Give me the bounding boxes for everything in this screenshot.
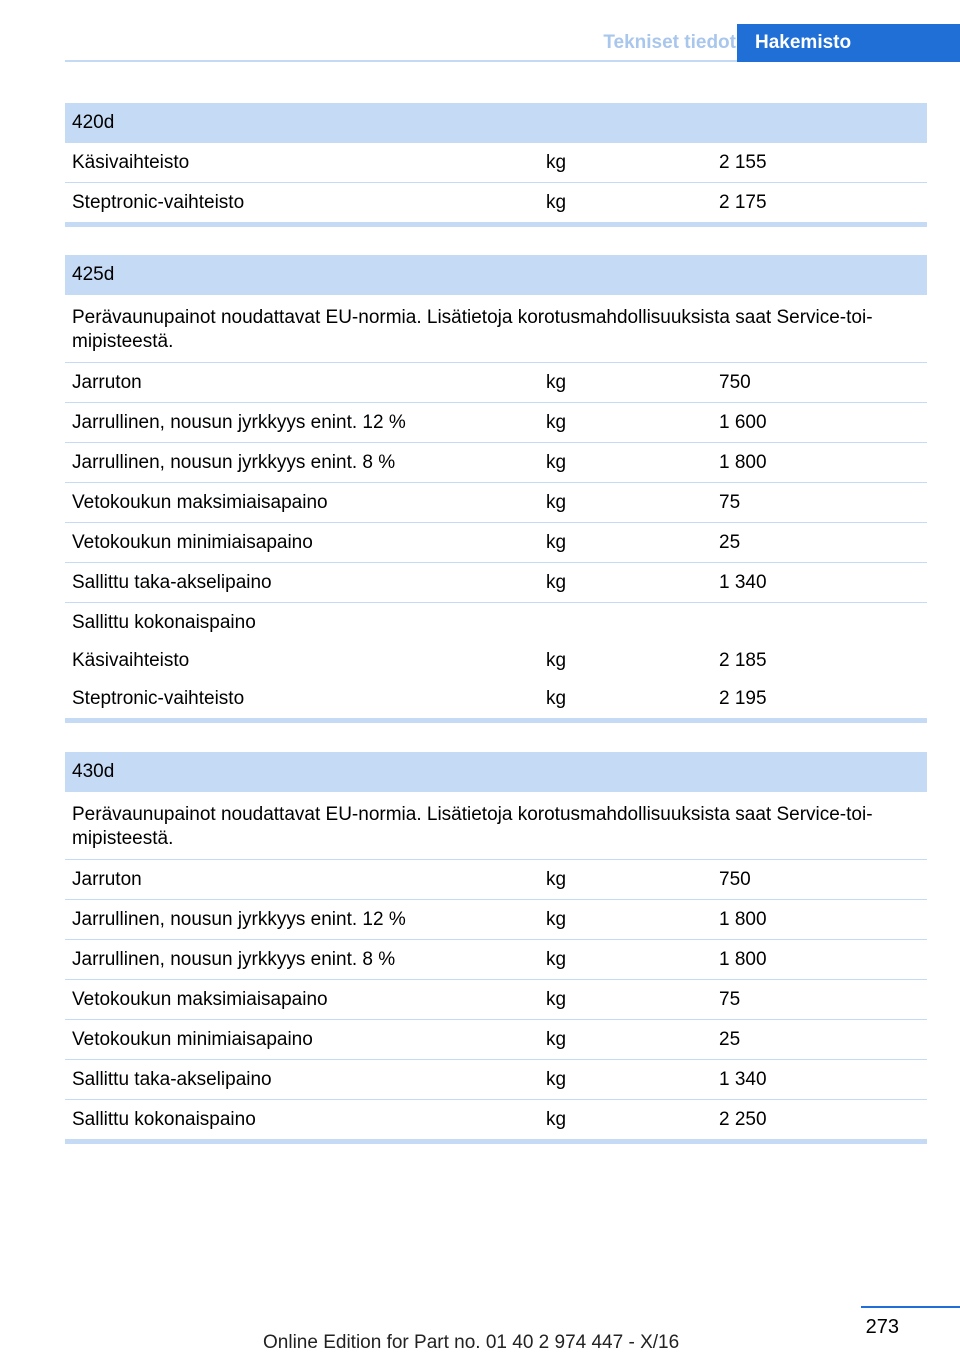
row-value: 2 155: [719, 151, 767, 173]
row-label: Jarrullinen, nousun jyrkkyys enint. 12 %: [72, 908, 406, 930]
table-row: [65, 940, 927, 980]
row-value: 2 195: [719, 688, 767, 709]
row-value: 25: [719, 1028, 741, 1050]
row-label: Käsivaihteisto: [72, 650, 190, 671]
row-unit: kg: [546, 151, 567, 173]
table-row: [65, 1060, 927, 1100]
table-row: [65, 523, 927, 563]
row-label: Sallittu taka-akselipaino: [72, 571, 272, 593]
table-row: [65, 680, 927, 718]
table-row: [65, 900, 927, 940]
table-heading: 430d: [65, 752, 927, 792]
table-heading: 420d: [65, 103, 927, 143]
row-unit: kg: [546, 908, 567, 930]
row-unit: kg: [546, 451, 567, 473]
row-unit: kg: [546, 411, 567, 433]
row-label: Sallittu taka-akselipaino: [72, 1068, 272, 1090]
row-unit: kg: [546, 571, 567, 593]
tab-tekniset-tiedot[interactable]: Tekniset tiedot: [603, 32, 736, 53]
row-unit: kg: [546, 491, 567, 513]
spec-table-430d: [65, 752, 927, 1144]
table-row: [65, 363, 927, 403]
row-value: 1 340: [719, 571, 767, 593]
row-value: 2 185: [719, 650, 767, 671]
row-label: Jarruton: [72, 371, 142, 393]
row-value: 1 800: [719, 908, 767, 930]
row-label: Vetokoukun maksimiaisapaino: [72, 988, 328, 1010]
row-value: 1 800: [719, 451, 767, 473]
row-value: 1 800: [719, 948, 767, 970]
row-unit: kg: [546, 988, 567, 1010]
row-unit: kg: [546, 948, 567, 970]
row-unit: kg: [546, 191, 567, 213]
row-label: Jarrullinen, nousun jyrkkyys enint. 8 %: [72, 948, 396, 970]
table-row: [65, 1100, 927, 1139]
row-unit: kg: [546, 688, 567, 709]
tab-hakemisto[interactable]: Hakemisto: [737, 24, 960, 62]
row-unit: kg: [546, 868, 567, 890]
row-label: Steptronic-vaihteisto: [72, 191, 245, 213]
table-row: [65, 980, 927, 1020]
row-unit: kg: [546, 650, 567, 671]
table-row: [65, 403, 927, 443]
table-note: Perävaunupainot noudattavat EU-normia. Lisätietoja korotusmahdollisuuksista saat Service-toi-mipisteestä.: [65, 792, 927, 860]
row-value: 750: [719, 371, 751, 393]
row-unit: kg: [546, 1028, 567, 1050]
edition-footer: Online Edition for Part no. 01 40 2 974 447 - X/16: [263, 1332, 680, 1353]
row-label: Jarruton: [72, 868, 142, 890]
table-row: [65, 143, 927, 183]
group-label: Sallittu kokonaispaino: [72, 611, 256, 633]
spec-table-425d: [65, 255, 927, 723]
table-heading: 425d: [65, 255, 927, 295]
row-value: 25: [719, 531, 741, 553]
row-label: Jarrullinen, nousun jyrkkyys enint. 12 %: [72, 411, 406, 433]
table-end-rule: [65, 1139, 927, 1144]
row-unit: kg: [546, 371, 567, 393]
footer-rule: [861, 1306, 960, 1308]
page-number: 273: [865, 1316, 899, 1338]
table-row: [65, 860, 927, 900]
row-value: 1 600: [719, 411, 767, 433]
row-label: Vetokoukun maksimiaisapaino: [72, 491, 328, 513]
row-label: Vetokoukun minimiaisapaino: [72, 531, 313, 553]
row-value: 2 175: [719, 191, 767, 213]
table-row: [65, 183, 927, 222]
row-unit: kg: [546, 1068, 567, 1090]
table-row: [65, 1020, 927, 1060]
row-value: 1 340: [719, 1068, 767, 1090]
row-label: Sallittu kokonaispaino: [72, 1108, 256, 1130]
table-row: [65, 642, 927, 680]
table-end-rule: [65, 718, 927, 723]
row-label: Vetokoukun minimiaisapaino: [72, 1028, 313, 1050]
row-value: 75: [719, 491, 741, 513]
row-unit: kg: [546, 1108, 567, 1130]
row-label: Käsivaihteisto: [72, 151, 190, 173]
table-end-rule: [65, 222, 927, 227]
table-row: [65, 483, 927, 523]
spec-table-420d: [65, 103, 927, 227]
row-unit: kg: [546, 531, 567, 553]
row-value: 2 250: [719, 1108, 767, 1130]
row-label: Jarrullinen, nousun jyrkkyys enint. 8 %: [72, 451, 396, 473]
table-note: Perävaunupainot noudattavat EU-normia. Lisätietoja korotusmahdollisuuksista saat Service-toi-mipisteestä.: [65, 295, 927, 363]
row-label: Steptronic-vaihteisto: [72, 688, 245, 709]
group-heading-row: [65, 603, 927, 642]
row-value: 750: [719, 868, 751, 890]
row-value: 75: [719, 988, 741, 1010]
table-row: [65, 443, 927, 483]
table-row: [65, 563, 927, 603]
